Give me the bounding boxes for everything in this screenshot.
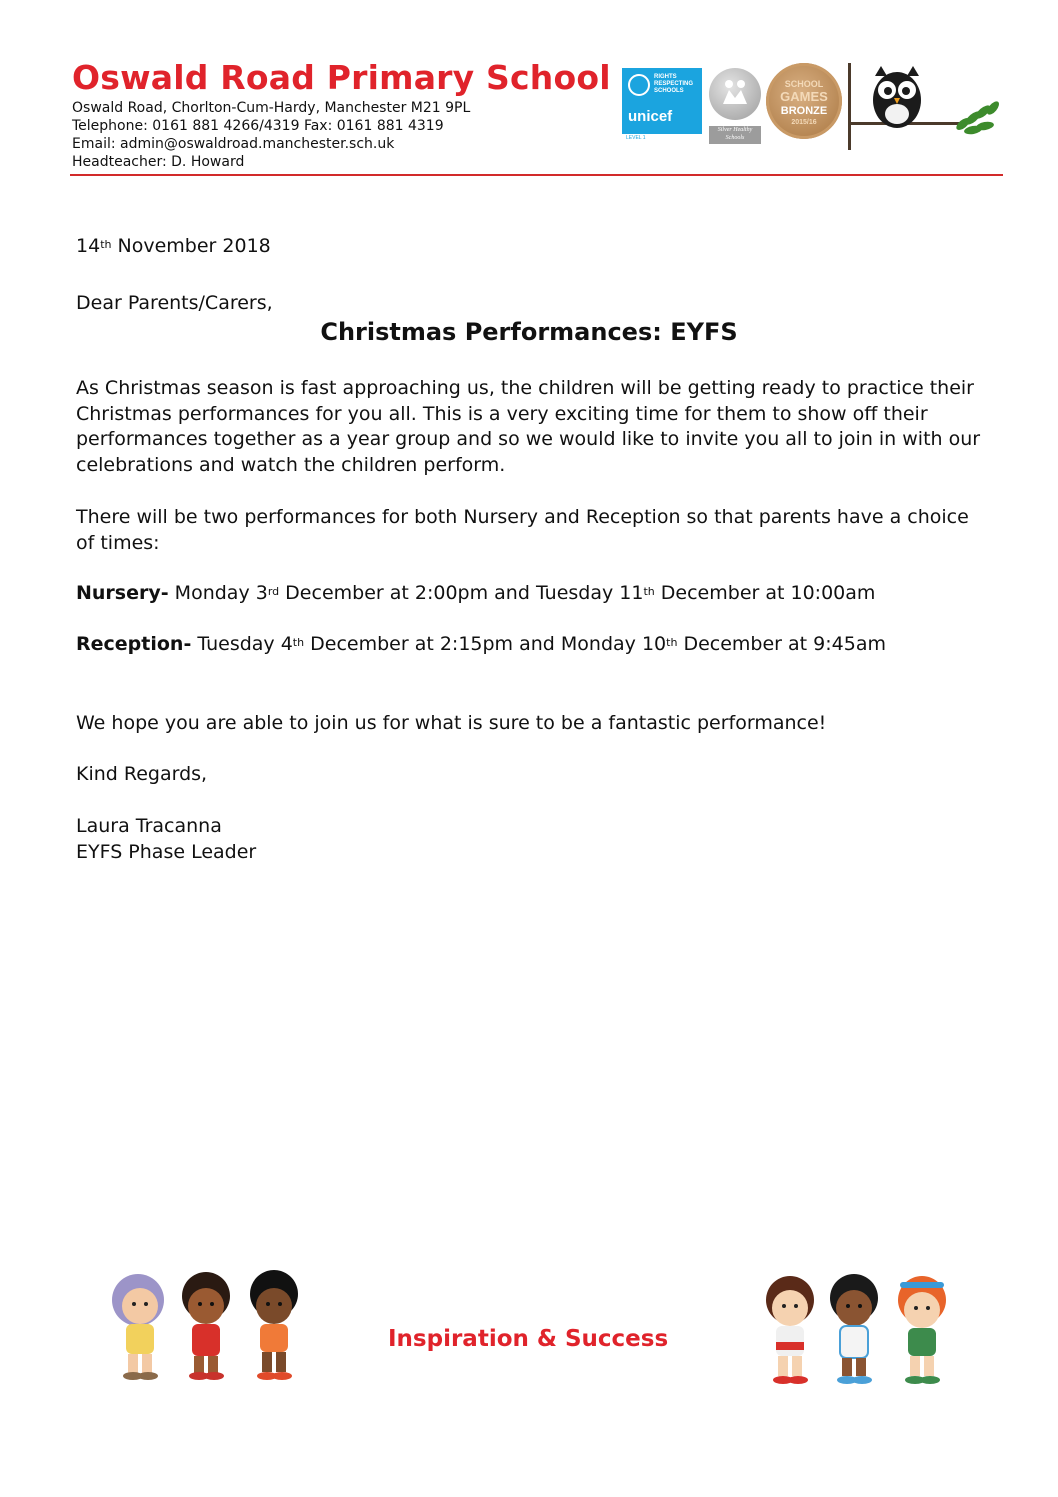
unicef-rights-text: RIGHTS RESPECTING SCHOOLS — [654, 74, 694, 94]
closing: Kind Regards, — [76, 763, 208, 785]
choice-paragraph — [76, 505, 969, 556]
signer-name: Laura Tracanna — [76, 815, 222, 837]
children-left-illustration — [98, 1266, 312, 1384]
nursery-times: Nursery- Monday 3rd December at 2:00pm and Tuesday 11th December at 10:00am — [76, 582, 876, 604]
hope-line: We hope you are able to join us for what is sure to be a fantastic performance! — [76, 712, 827, 734]
unicef-rights-respecting-badge — [622, 68, 702, 134]
intro-line: As Christmas season is fast approaching us, the children will be getting ready to practice their — [76, 377, 974, 399]
intro-line: performances together as a year group and so we would like to invite you all to join in with our — [76, 428, 981, 451]
header-divider — [70, 174, 1003, 176]
school-email: Email: admin@oswaldroad.manchester.sch.uk — [72, 136, 395, 152]
school-slogan: Inspiration & Success — [388, 1326, 669, 1352]
salutation: Dear Parents/Carers, — [76, 292, 273, 314]
school-address: Oswald Road, Chorlton-Cum-Hardy, Manchester M21 9PL — [72, 100, 471, 116]
reception-times: Reception- Tuesday 4th December at 2:15pm and Monday 10th December at 9:45am — [76, 633, 886, 655]
games-line-3: BRONZE — [780, 105, 828, 117]
unicef-level-text: LEVEL 1 — [626, 135, 646, 141]
unicef-emblem-icon — [628, 74, 650, 96]
children-right-illustration — [748, 1268, 964, 1388]
reception-label: Reception- — [76, 633, 192, 655]
games-line-4: 2015/16 — [791, 119, 817, 126]
school-name: Oswald Road Primary School — [72, 58, 611, 97]
intro-paragraph — [76, 376, 980, 478]
games-line-2: GAMES — [780, 89, 828, 104]
healthy-schools-badge — [709, 68, 761, 120]
school-telephone: Telephone: 0161 881 4266/4319 Fax: 0161 881 4319 — [72, 118, 444, 134]
healthy-schools-caption: Silver Healthy Schools — [709, 126, 761, 144]
owl-on-branch-icon — [851, 62, 1003, 152]
unicef-logo-text: unicef — [628, 108, 673, 125]
choice-line: of times: — [76, 531, 160, 554]
intro-line: Christmas performances for you all. This is a very exciting time for them to show off their — [76, 402, 928, 425]
healthy-schools-figures-icon — [709, 68, 761, 120]
school-games-bronze-badge — [766, 63, 842, 139]
headteacher: Headteacher: D. Howard — [72, 154, 245, 170]
letter-date: 14th November 2018 — [76, 235, 271, 257]
nursery-label: Nursery- — [76, 582, 169, 604]
choice-line: There will be two performances for both Nursery and Reception so that parents have a choice — [76, 506, 969, 528]
intro-line: celebrations and watch the children perform. — [76, 453, 506, 476]
signer-title: EYFS Phase Leader — [76, 841, 257, 863]
letter-title: Christmas Performances: EYFS — [320, 318, 738, 346]
games-line-1: SCHOOL — [784, 79, 824, 89]
